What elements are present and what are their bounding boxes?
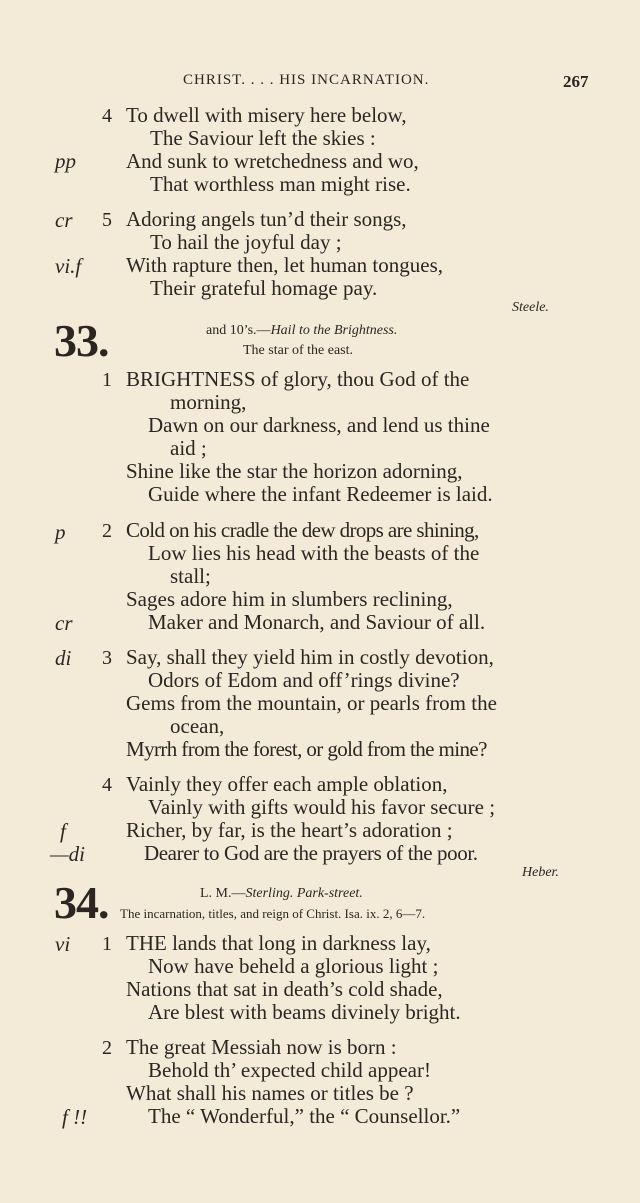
verse-line: Low lies his head with the beasts of the (148, 541, 480, 565)
verse-line-continued: morning, (170, 390, 247, 414)
verse-line: Sages adore him in slumbers reclining, (126, 587, 453, 611)
verse-number: 2 (102, 1037, 112, 1059)
tune-names: Sterling. Park-street. (245, 886, 363, 901)
hymn-number: 33. (54, 315, 109, 366)
verse-line: Myrrh from the forest, or gold from the mine? (126, 737, 487, 761)
verse-number: 4 (102, 105, 112, 127)
meter-label: L. M.— (200, 886, 246, 901)
verse-line-continued: stall; (170, 564, 211, 588)
verse-line: That worthless man might rise. (150, 172, 411, 196)
tune-name: Hail to the Brightness. (270, 323, 398, 338)
dynamic-mark: p (55, 520, 66, 544)
verse-line: Gems from the mountain, or pearls from the (126, 691, 497, 715)
dynamic-mark: pp (55, 149, 76, 173)
dynamic-mark: cr (55, 611, 73, 635)
verse-number: 1 (102, 369, 112, 391)
dynamic-mark: f !! (62, 1105, 88, 1129)
verse-line: To dwell with misery here below, (126, 103, 407, 127)
running-head: CHRIST. . . . HIS INCARNATION. (183, 72, 430, 88)
verse-line-continued: ocean, (170, 714, 225, 738)
dynamic-mark: f (60, 819, 66, 843)
verse-line: Cold on his cradle the dew drops are shining, (126, 518, 479, 542)
verse-line: BRIGHTNESS of glory, thou God of the (126, 367, 470, 391)
verse-line: Nations that sat in death’s cold shade, (126, 977, 443, 1001)
verse-number: 1 (102, 933, 112, 955)
verse-number: 3 (102, 647, 112, 669)
verse-line: Dawn on our darkness, and lend us thine (148, 413, 490, 437)
dynamic-mark: vi (55, 932, 71, 956)
verse-line: Richer, by far, is the heart’s adoration ; (126, 818, 453, 842)
verse-line: Say, shall they yield him in costly devotion, (126, 645, 494, 669)
verse-line: Are blest with beams divinely bright. (148, 1000, 461, 1024)
dynamic-mark: —di (50, 842, 86, 866)
verse-line: Vainly with gifts would his favor secure ; (148, 795, 496, 819)
dynamic-mark: cr (55, 208, 73, 232)
verse-line: Maker and Monarch, and Saviour of all. (148, 610, 486, 634)
verse-line: THE lands that long in darkness lay, (126, 931, 431, 955)
author-attribution: Steele. (512, 300, 549, 315)
verse-line-continued: aid ; (170, 436, 207, 460)
verse-line: Adoring angels tun’d their songs, (126, 207, 407, 231)
hymn-meter (200, 887, 363, 901)
verse-line: With rapture then, let human tongues, (126, 253, 443, 277)
hymn-meter (206, 324, 397, 338)
hymn-number: 34. (54, 877, 109, 928)
verse-line: Guide where the infant Redeemer is laid. (148, 482, 493, 506)
verse-line: What shall his names or titles be ? (126, 1081, 414, 1105)
hymn-subject: The incarnation, titles, and reign of Christ. Isa. ix. 2, 6—7. (120, 906, 426, 921)
verse-line: Behold th’ expected child appear! (148, 1058, 431, 1082)
meter-label: and 10’s.— (206, 323, 271, 338)
verse-line: To hail the joyful day ; (150, 230, 342, 254)
verse-line: Shine like the star the horizon adorning, (126, 459, 463, 483)
verse-line: Now have beheld a glorious light ; (148, 954, 439, 978)
verse-number: 2 (102, 520, 112, 542)
verse-line: The Saviour left the skies : (150, 126, 376, 150)
dynamic-mark: di (55, 646, 72, 670)
verse-number: 4 (102, 774, 112, 796)
verse-line: The great Messiah now is born : (126, 1035, 397, 1059)
hymn-subject: The star of the east. (243, 343, 354, 358)
verse-line: Their grateful homage pay. (150, 276, 378, 300)
verse-line: The “ Wonderful,” the “ Counsellor.” (148, 1104, 461, 1128)
author-attribution: Heber. (522, 865, 559, 880)
verse-line: Vainly they offer each ample oblation, (126, 772, 448, 796)
dynamic-mark: vi.f (55, 254, 82, 278)
verse-number: 5 (102, 209, 112, 231)
verse-line: And sunk to wretchedness and wo, (126, 149, 419, 173)
verse-line: Odors of Edom and off’rings divine? (148, 668, 460, 692)
page-number: 267 (563, 72, 589, 91)
verse-line: Dearer to God are the prayers of the poor. (144, 841, 478, 865)
